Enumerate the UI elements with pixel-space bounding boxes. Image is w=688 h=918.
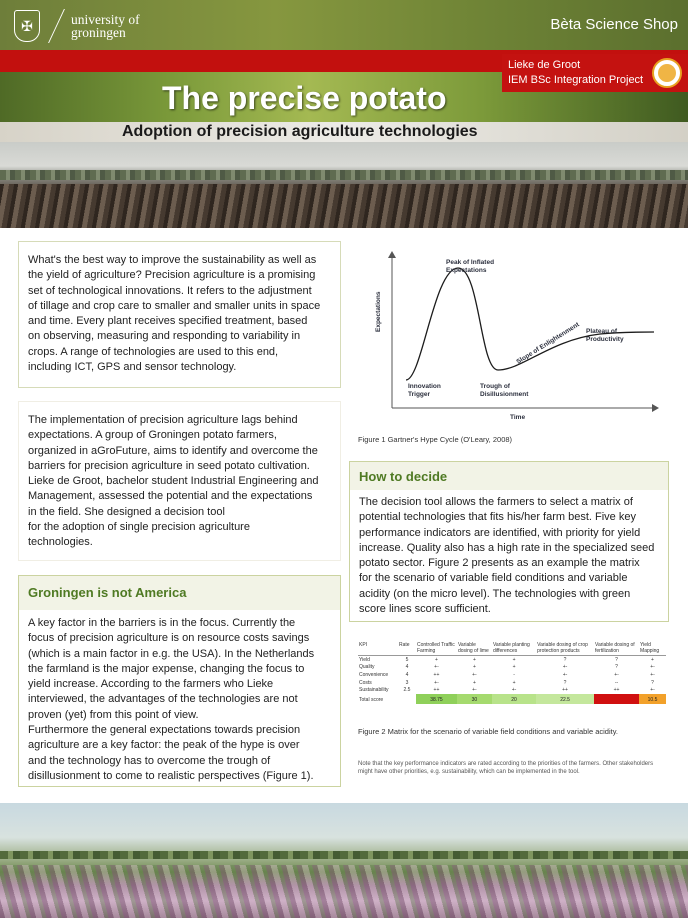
text-line: crops. A range of technologies are used to this end, xyxy=(28,345,279,358)
text-line: (which is a main factor in e.g. the USA). In the Netherlands xyxy=(28,647,315,660)
text-line: yield increase. According to the farmers who Lieke xyxy=(28,678,274,691)
text-line: and the technology has to overcome the trough of xyxy=(28,754,271,767)
text-line: organized in aGroFuture, aims to identify and overcome the xyxy=(28,444,318,457)
text-line: set of technological innovations. It refers to the adjustment xyxy=(28,284,312,297)
logo-divider xyxy=(48,9,65,43)
total-score-cell xyxy=(594,694,639,704)
score-cell: -- xyxy=(614,679,619,686)
table-header-row xyxy=(358,641,666,656)
trough-label: Trough of xyxy=(480,383,510,390)
empty-cell xyxy=(398,694,416,704)
groningen-box xyxy=(18,575,341,787)
column-header: KPI xyxy=(358,641,398,656)
score-cell: ? xyxy=(563,656,567,663)
score-cell: +- xyxy=(511,687,517,694)
text-line: for the scenario of variable field conditions and variable xyxy=(359,572,628,585)
score-cell: +- xyxy=(614,671,619,678)
figure1-caption: Figure 1 Gartner's Hype Cycle (O'Leary, 2008) xyxy=(358,435,513,444)
text-line: including ICT, GPS and sensor technology. xyxy=(28,361,237,374)
total-label: Total score xyxy=(359,696,384,703)
figure2-note xyxy=(358,760,663,776)
rate-cell: 2.5 xyxy=(403,687,411,694)
kpi-matrix-table xyxy=(358,641,666,704)
column-header: Variable dosing of lime xyxy=(457,641,492,656)
score-cell: + xyxy=(512,664,516,671)
text-line: The implementation of precision agriculture lags behind xyxy=(28,414,298,426)
kpi-cell: Yield xyxy=(359,656,370,663)
text-line: on observing, measuring and responding to variability in xyxy=(28,330,301,343)
score-cell: +- xyxy=(562,671,568,678)
y-axis-label: Expectations xyxy=(375,291,382,332)
text-line: in the field. She designed a decision tool xyxy=(28,505,225,518)
text-line: proven (yet) from this point of view. xyxy=(28,708,199,721)
total-score-cell: 38.75 xyxy=(416,694,457,704)
project-name: IEM BSc Integration Project xyxy=(508,74,644,86)
plateau-label: Plateau of xyxy=(586,328,618,335)
total-score-cell: 22.5 xyxy=(536,694,594,704)
crest-icon: ✠ xyxy=(14,10,40,42)
figure2-caption: Figure 2 Matrix for the scenario of variable field conditions and variable acidity. xyxy=(358,727,618,736)
text-line: Furthermore the general expectations towards precision xyxy=(28,724,301,737)
score-cell: ++ xyxy=(562,687,568,694)
note-line: Note that the key performance indicators are rated according to the priorities of the farmers. Other stakeholders xyxy=(358,761,654,767)
score-cell: +- xyxy=(472,671,477,678)
score-cell: +- xyxy=(650,664,655,671)
score-cell: +- xyxy=(472,687,477,694)
kpi-cell: Sustainability xyxy=(359,687,389,694)
score-cell: + xyxy=(512,656,516,663)
text-line: expectations. A group of Groningen potato farmers, xyxy=(28,429,277,442)
text-line: focus of precision agriculture is on resource costs savings xyxy=(28,632,310,645)
text-line: potential technologies that fits his/her farm best. Five key xyxy=(359,511,636,524)
text-line: increase. Quality also has a high rate in the specialized seed xyxy=(359,541,655,554)
text-line: acidity (on the micro level). The technologies with green xyxy=(359,587,631,600)
score-cell: - xyxy=(513,671,515,678)
page-title: The precise potato xyxy=(162,80,447,116)
total-score-cell: 10.5 xyxy=(639,694,666,704)
total-score-cell: 30 xyxy=(457,694,492,704)
trough-label: Disillusionment xyxy=(480,391,529,398)
text-line: A key factor in the barriers is in the focus. Currently the xyxy=(28,617,296,629)
bottom-painting xyxy=(0,803,688,918)
rate-cell: 4 xyxy=(405,671,409,678)
table-row xyxy=(358,656,666,664)
score-cell: ++ xyxy=(613,687,620,694)
score-cell: + xyxy=(651,656,654,663)
text-line: barriers for precision agriculture in seed potato cultivation. xyxy=(28,459,310,472)
score-cell: ? xyxy=(615,664,618,671)
column-header: Variable dosing of crop protection products xyxy=(536,641,594,656)
agrofuture-logo-icon xyxy=(652,58,682,88)
score-cell: ++ xyxy=(433,687,440,694)
note-line: might have other priorities, e.g. sustainability, which can be implemented in the tool. xyxy=(358,769,580,775)
text-line: disillusionment to come to realistic perspectives (Figure 1). xyxy=(28,769,314,782)
column-header: Controlled Traffic Farming xyxy=(416,641,457,656)
text-line: the yield of agriculture? Precision agriculture is a promising xyxy=(28,269,316,282)
university-name xyxy=(71,13,140,39)
table-row xyxy=(358,686,666,694)
text-line: performance indicators are identified, with priority for yield xyxy=(359,526,641,539)
score-cell: + xyxy=(435,656,438,663)
decide-heading: How to decide xyxy=(350,462,668,490)
column-header: Yield Mapping xyxy=(639,641,666,656)
table-row xyxy=(358,671,666,679)
score-cell: + xyxy=(472,656,476,663)
peak-label: Expectations xyxy=(446,267,487,274)
y-axis-arrow xyxy=(388,251,396,258)
x-axis-arrow xyxy=(652,404,659,412)
text-line: for the adoption of single precision agriculture xyxy=(28,521,250,534)
text-line: potato sector. Figure 2 presents as an example the matrix xyxy=(359,557,640,570)
hype-cycle-figure xyxy=(372,248,672,426)
text-line: Lieke de Groot, bachelor student Industrial Engineering and xyxy=(28,475,319,488)
rate-cell: 3 xyxy=(405,679,409,686)
score-cell: + xyxy=(512,679,516,686)
score-cell: +- xyxy=(434,664,439,671)
text-line: Management, assessed the potential and the expectations xyxy=(28,490,313,503)
author-name: Lieke de Groot xyxy=(508,59,581,71)
text-line: the farmland is the major expense, changing the focus to xyxy=(28,662,305,675)
kpi-cell: Costs xyxy=(359,679,372,686)
university-logo[interactable] xyxy=(14,9,140,43)
university-line2: groningen xyxy=(71,25,126,40)
text-line: The decision tool allows the farmers to select a matrix of xyxy=(359,496,633,508)
score-cell: + xyxy=(472,664,476,671)
score-cell: +- xyxy=(650,671,655,678)
intro-text xyxy=(28,253,330,375)
decide-text xyxy=(350,490,668,617)
implementation-box xyxy=(18,401,341,561)
text-line: agriculture are a key factor: the peak of the hype is over xyxy=(28,739,300,752)
score-cell: +- xyxy=(562,664,568,671)
kpi-cell: Quality xyxy=(359,664,375,671)
table-row xyxy=(358,664,666,672)
plateau-label: Productivity xyxy=(586,336,624,343)
slope-label: Slope of Enlightenment xyxy=(515,321,581,366)
score-cell: +- xyxy=(650,687,655,694)
trigger-label: Innovation xyxy=(408,383,441,390)
decide-box xyxy=(349,461,669,622)
score-cell: ++ xyxy=(433,671,440,678)
intro-box xyxy=(18,241,341,388)
score-cell: ? xyxy=(563,679,567,686)
text-line: technologies. xyxy=(28,536,93,549)
rate-cell: 5 xyxy=(405,656,409,663)
text-line: What's the best way to improve the sustainability as well as xyxy=(28,254,317,266)
text-line: score lines score sufficient. xyxy=(359,603,491,616)
score-cell: ? xyxy=(651,679,654,686)
text-line: of tillage and crop care to smaller and smaller units in space xyxy=(28,299,321,312)
score-cell: ? xyxy=(615,656,618,663)
total-score-row xyxy=(358,694,666,704)
header-bar xyxy=(0,0,688,50)
column-header: Variable planting differences xyxy=(492,641,536,656)
column-header: Rate xyxy=(398,641,416,656)
score-cell: + xyxy=(472,679,476,686)
total-score-cell: 20 xyxy=(492,694,536,704)
trigger-label: Trigger xyxy=(408,391,431,398)
text-line: and time. Every plant receives specified treatment, based xyxy=(28,315,308,328)
shop-name: Bèta Science Shop xyxy=(550,16,678,33)
author-box xyxy=(502,54,688,92)
text-line: interviewed, the advantages of the technologies are not xyxy=(28,693,298,706)
kpi-cell: Convenience xyxy=(359,671,389,678)
rate-cell: 4 xyxy=(405,664,409,671)
column-header: Variable dosing of fertilization xyxy=(594,641,639,656)
groningen-heading: Groningen is not America xyxy=(19,576,340,610)
peak-label: Peak of Inflated xyxy=(446,259,495,266)
implementation-text xyxy=(28,413,330,551)
table-row xyxy=(358,679,666,687)
hype-curve xyxy=(406,268,654,380)
field-painting xyxy=(0,142,688,228)
groningen-text xyxy=(19,610,340,784)
score-cell: +- xyxy=(434,679,439,686)
x-axis-label: Time xyxy=(510,414,526,421)
university-line1: university of xyxy=(71,12,140,27)
page-subtitle: Adoption of precision agriculture technologies xyxy=(122,123,478,140)
